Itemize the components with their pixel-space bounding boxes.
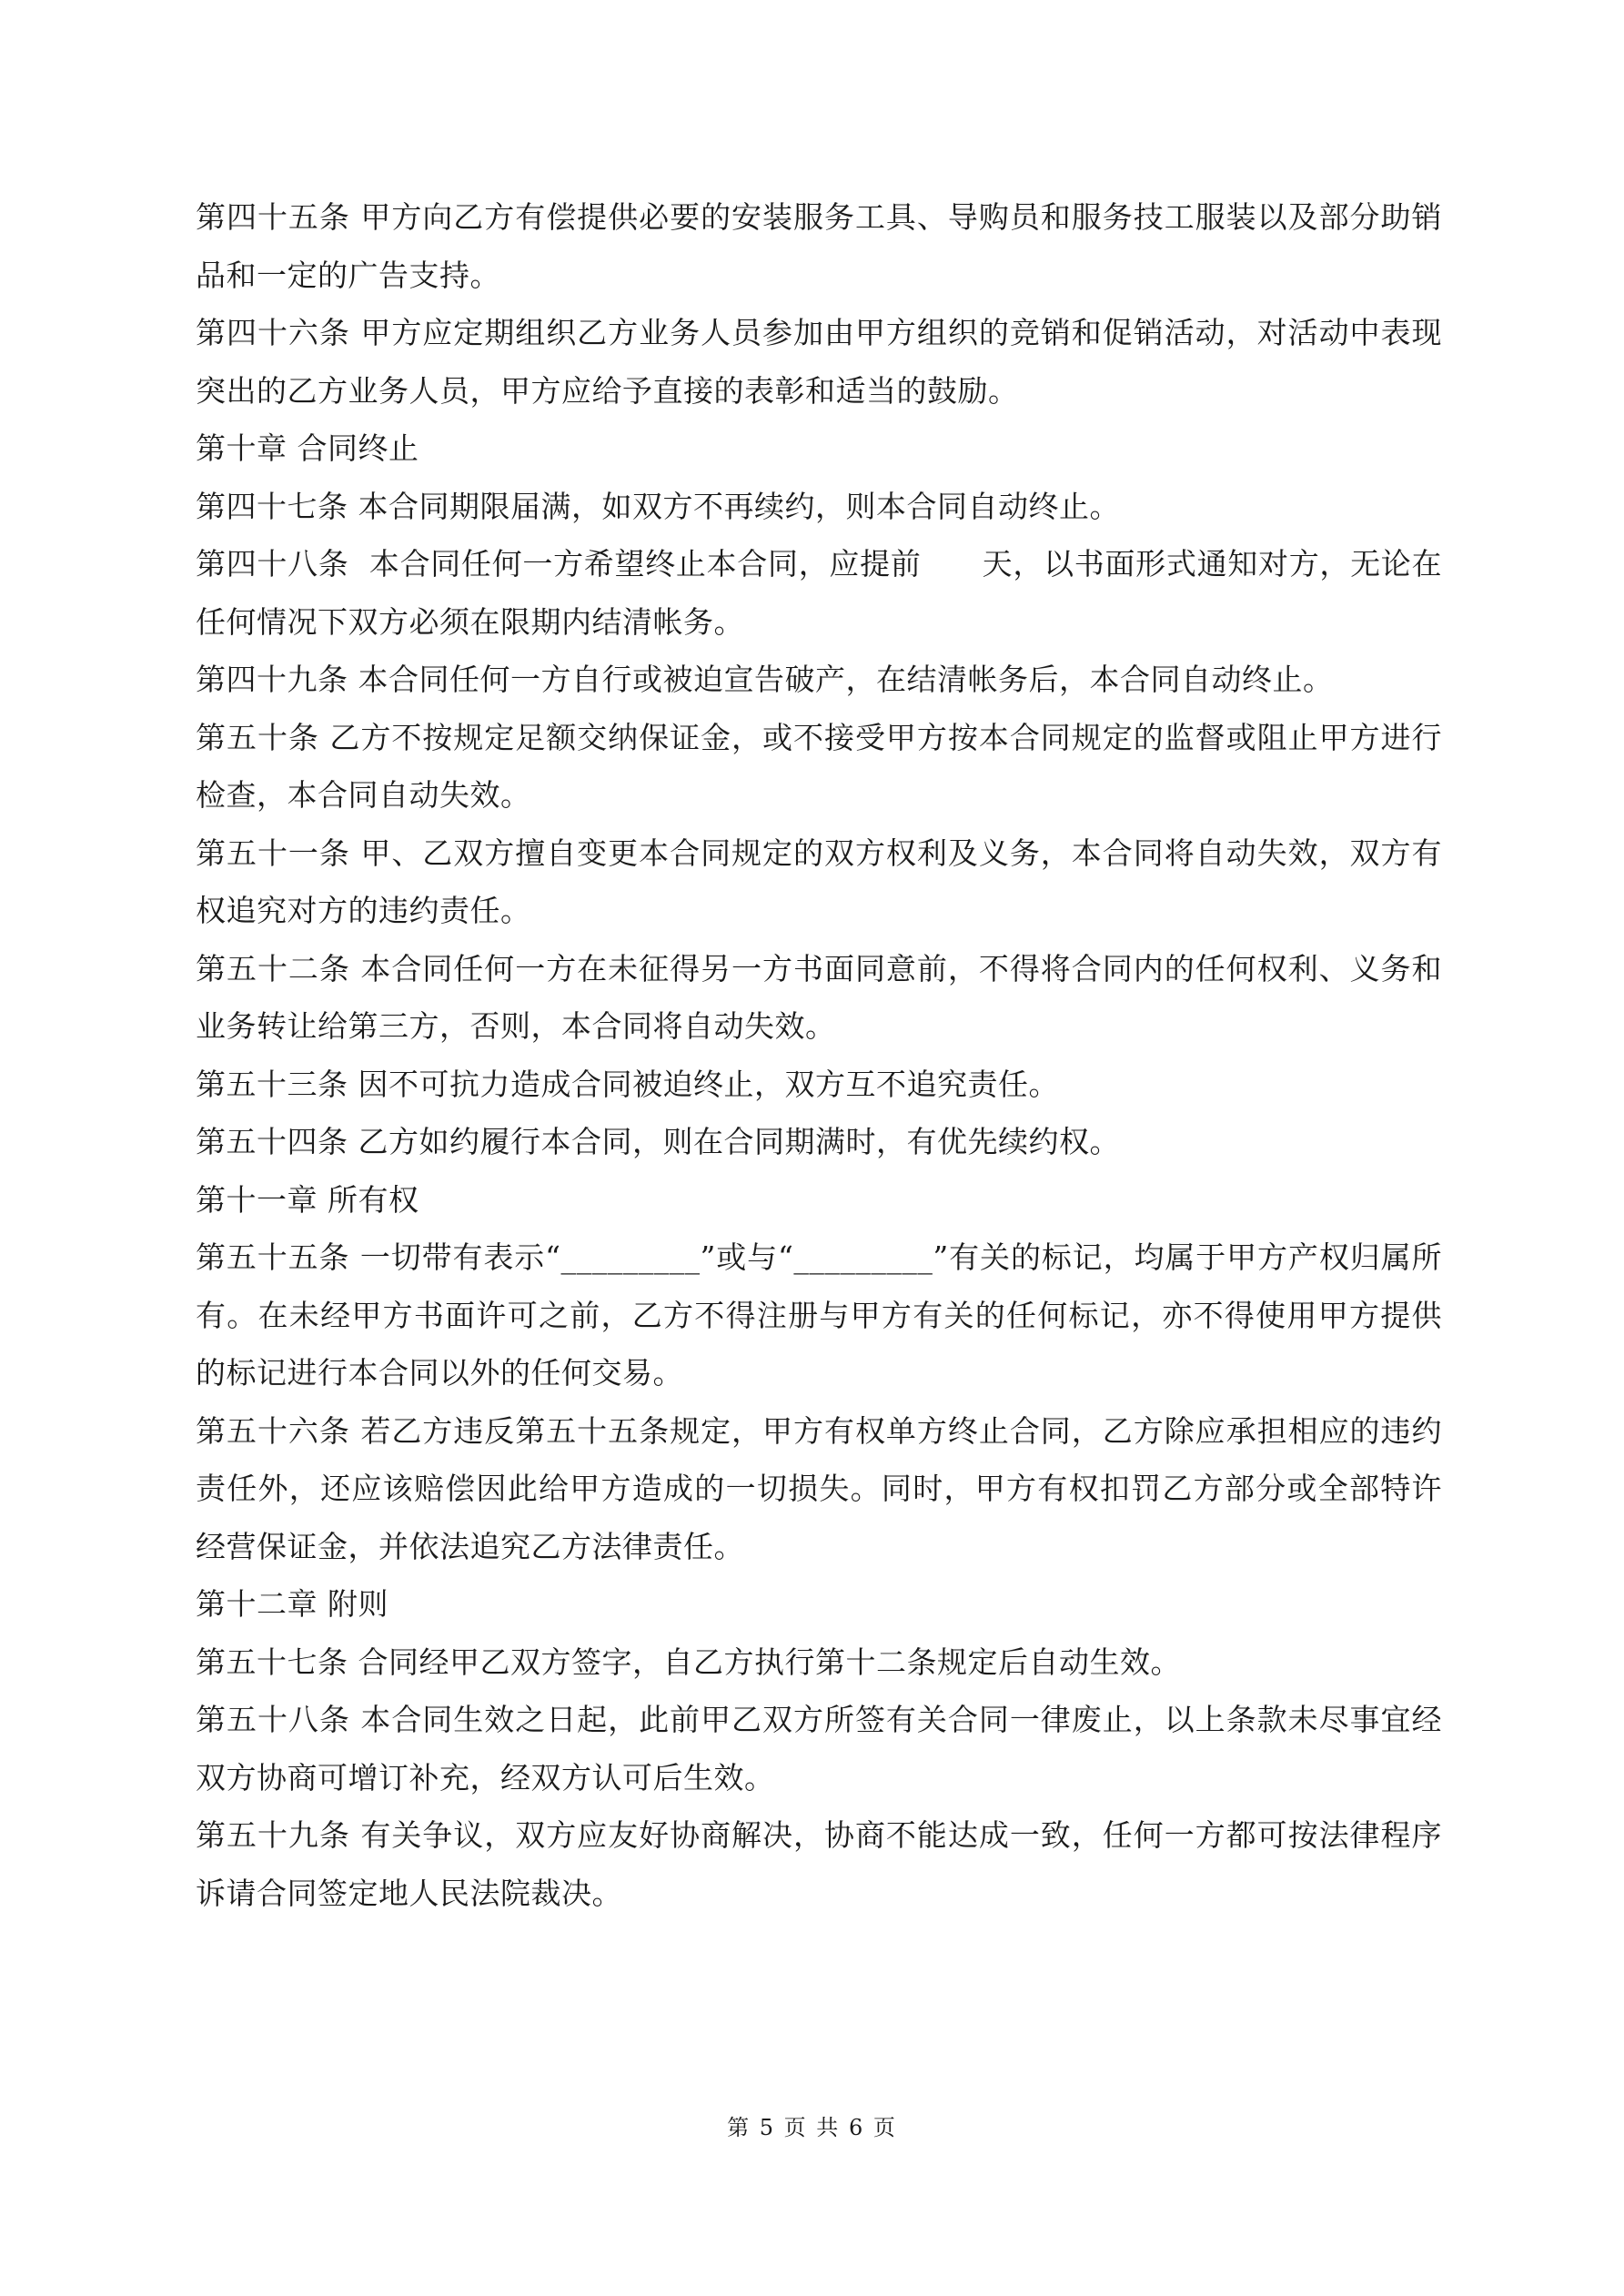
article-52: 第五十二条 本合同任何一方在未征得另一方书面同意前，不得将合同内的任何权利、义务和业务转让给第三方，否则，本合同将自动失效。 [196, 950, 1442, 1044]
article-58: 第五十八条 本合同生效之日起，此前甲乙双方所签有关合同一律废止，以上条款未尽事宜经双方协商可增订补充，经双方认可后生效。 [196, 1702, 1442, 1795]
article-59: 第五十九条 有关争议，双方应友好协商解决，协商不能达成一致，任何一方都可按法律程序诉请合同签定地人民法院裁决。 [196, 1817, 1442, 1911]
article-53: 第五十三条 因不可抗力造成合同被迫终止，双方互不追究责任。 [196, 1066, 1059, 1102]
article-57: 第五十七条 合同经甲乙双方签字，自乙方执行第十二条规定后自动生效。 [196, 1644, 1181, 1680]
chapter-10-heading: 第十章 合同终止 [196, 430, 419, 466]
article-55: 第五十五条 一切带有表示“_________”或与“_________”有关的标记，均属于甲方产权归属所有。在未经甲方书面许可之前，乙方不得注册与甲方有关的任何标记，亦不得使用甲方提供的标记进行本合同以外的任何交易。 [196, 1239, 1442, 1391]
article-51: 第五十一条 甲、乙双方擅自变更本合同规定的双方权利及义务，本合同将自动失效，双方有权追究对方的违约责任。 [196, 834, 1442, 928]
article-45: 第四十五条 甲方向乙方有偿提供必要的安装服务工具、导购员和服务技工服装以及部分助销品和一定的广告支持。 [196, 199, 1442, 293]
article-49: 第四十九条 本合同任何一方自行或被迫宣告破产，在结清帐务后，本合同自动终止。 [196, 662, 1334, 697]
document-body [196, 188, 1442, 1922]
article-56: 第五十六条 若乙方违反第五十五条规定，甲方有权单方终止合同，乙方除应承担相应的违约责任外，还应该赔偿因此给甲方造成的一切损失。同时，甲方有权扣罚乙方部分或全部特许经营保证金，并依法追究乙方法律责任。 [196, 1412, 1442, 1564]
article-46: 第四十六条 甲方应定期组织乙方业务人员参加由甲方组织的竞销和促销活动，对活动中表现突出的乙方业务人员，甲方应给予直接的表彰和适当的鼓励。 [196, 315, 1442, 409]
chapter-11-heading: 第十一章 所有权 [196, 1181, 419, 1218]
article-50: 第五十条 乙方不按规定足额交纳保证金，或不接受甲方按本合同规定的监督或阻止甲方进行检查，本合同自动失效。 [196, 719, 1442, 813]
article-54: 第五十四条 乙方如约履行本合同，则在合同期满时，有优先续约权。 [196, 1124, 1120, 1159]
article-47: 第四十七条 本合同期限届满，如双方不再续约，则本合同自动终止。 [196, 488, 1120, 524]
chapter-12-heading: 第十二章 附则 [196, 1586, 388, 1622]
article-48: 第四十八条 本合同任何一方希望终止本合同，应提前 天，以书面形式通知对方，无论在任何情况下双方必须在限期内结清帐务。 [196, 546, 1442, 640]
page-number-footer: 第 5 页 共 6 页 [727, 2115, 897, 2140]
